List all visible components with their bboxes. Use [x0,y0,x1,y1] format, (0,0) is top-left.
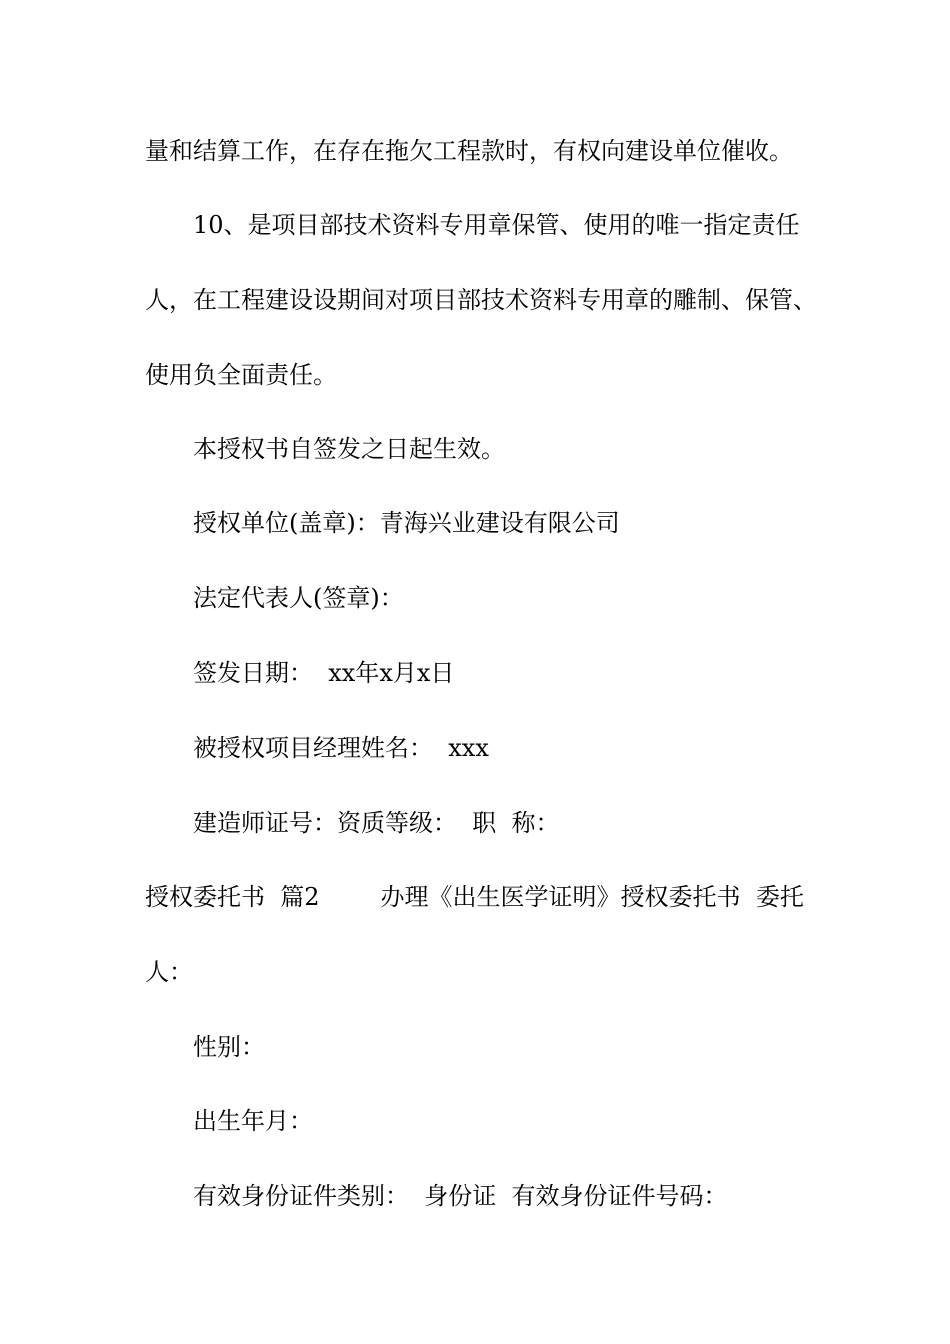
text-line-5: 本授权书自签发之日起生效。 [193,435,505,463]
certificate-number-line: 建造师证号：资质等级： 职 称： [193,809,560,837]
text-line-4: 使用负全面责任。 [145,361,337,389]
issue-date-line: 签发日期： xx年x月x日 [193,659,455,687]
authorizing-unit-line: 授权单位(盖章)：青海兴业建设有限公司 [193,509,620,537]
text-line-12: 人： [145,958,193,986]
text-line-1: 量和结算工作，在存在拖欠工程款时，有权向建设单位催收。 [145,137,793,165]
birth-date-line: 出生年月： [193,1107,313,1135]
legal-representative-line: 法定代表人(签章)： [193,584,404,612]
gender-line: 性别： [193,1033,265,1061]
section-heading-line: 授权委托书 篇2 办理《出生医学证明》授权委托书 委托 [145,883,804,911]
text-line-3: 人，在工程建设设期间对项目部技术资料专用章的雕制、保管、 [145,286,817,314]
id-document-line: 有效身份证件类别： 身份证 有效身份证件号码： [193,1182,728,1210]
project-manager-name-line: 被授权项目经理姓名： xxx [193,734,489,762]
text-line-2: 10、是项目部技术资料专用章保管、使用的唯一指定责任 [193,211,800,239]
